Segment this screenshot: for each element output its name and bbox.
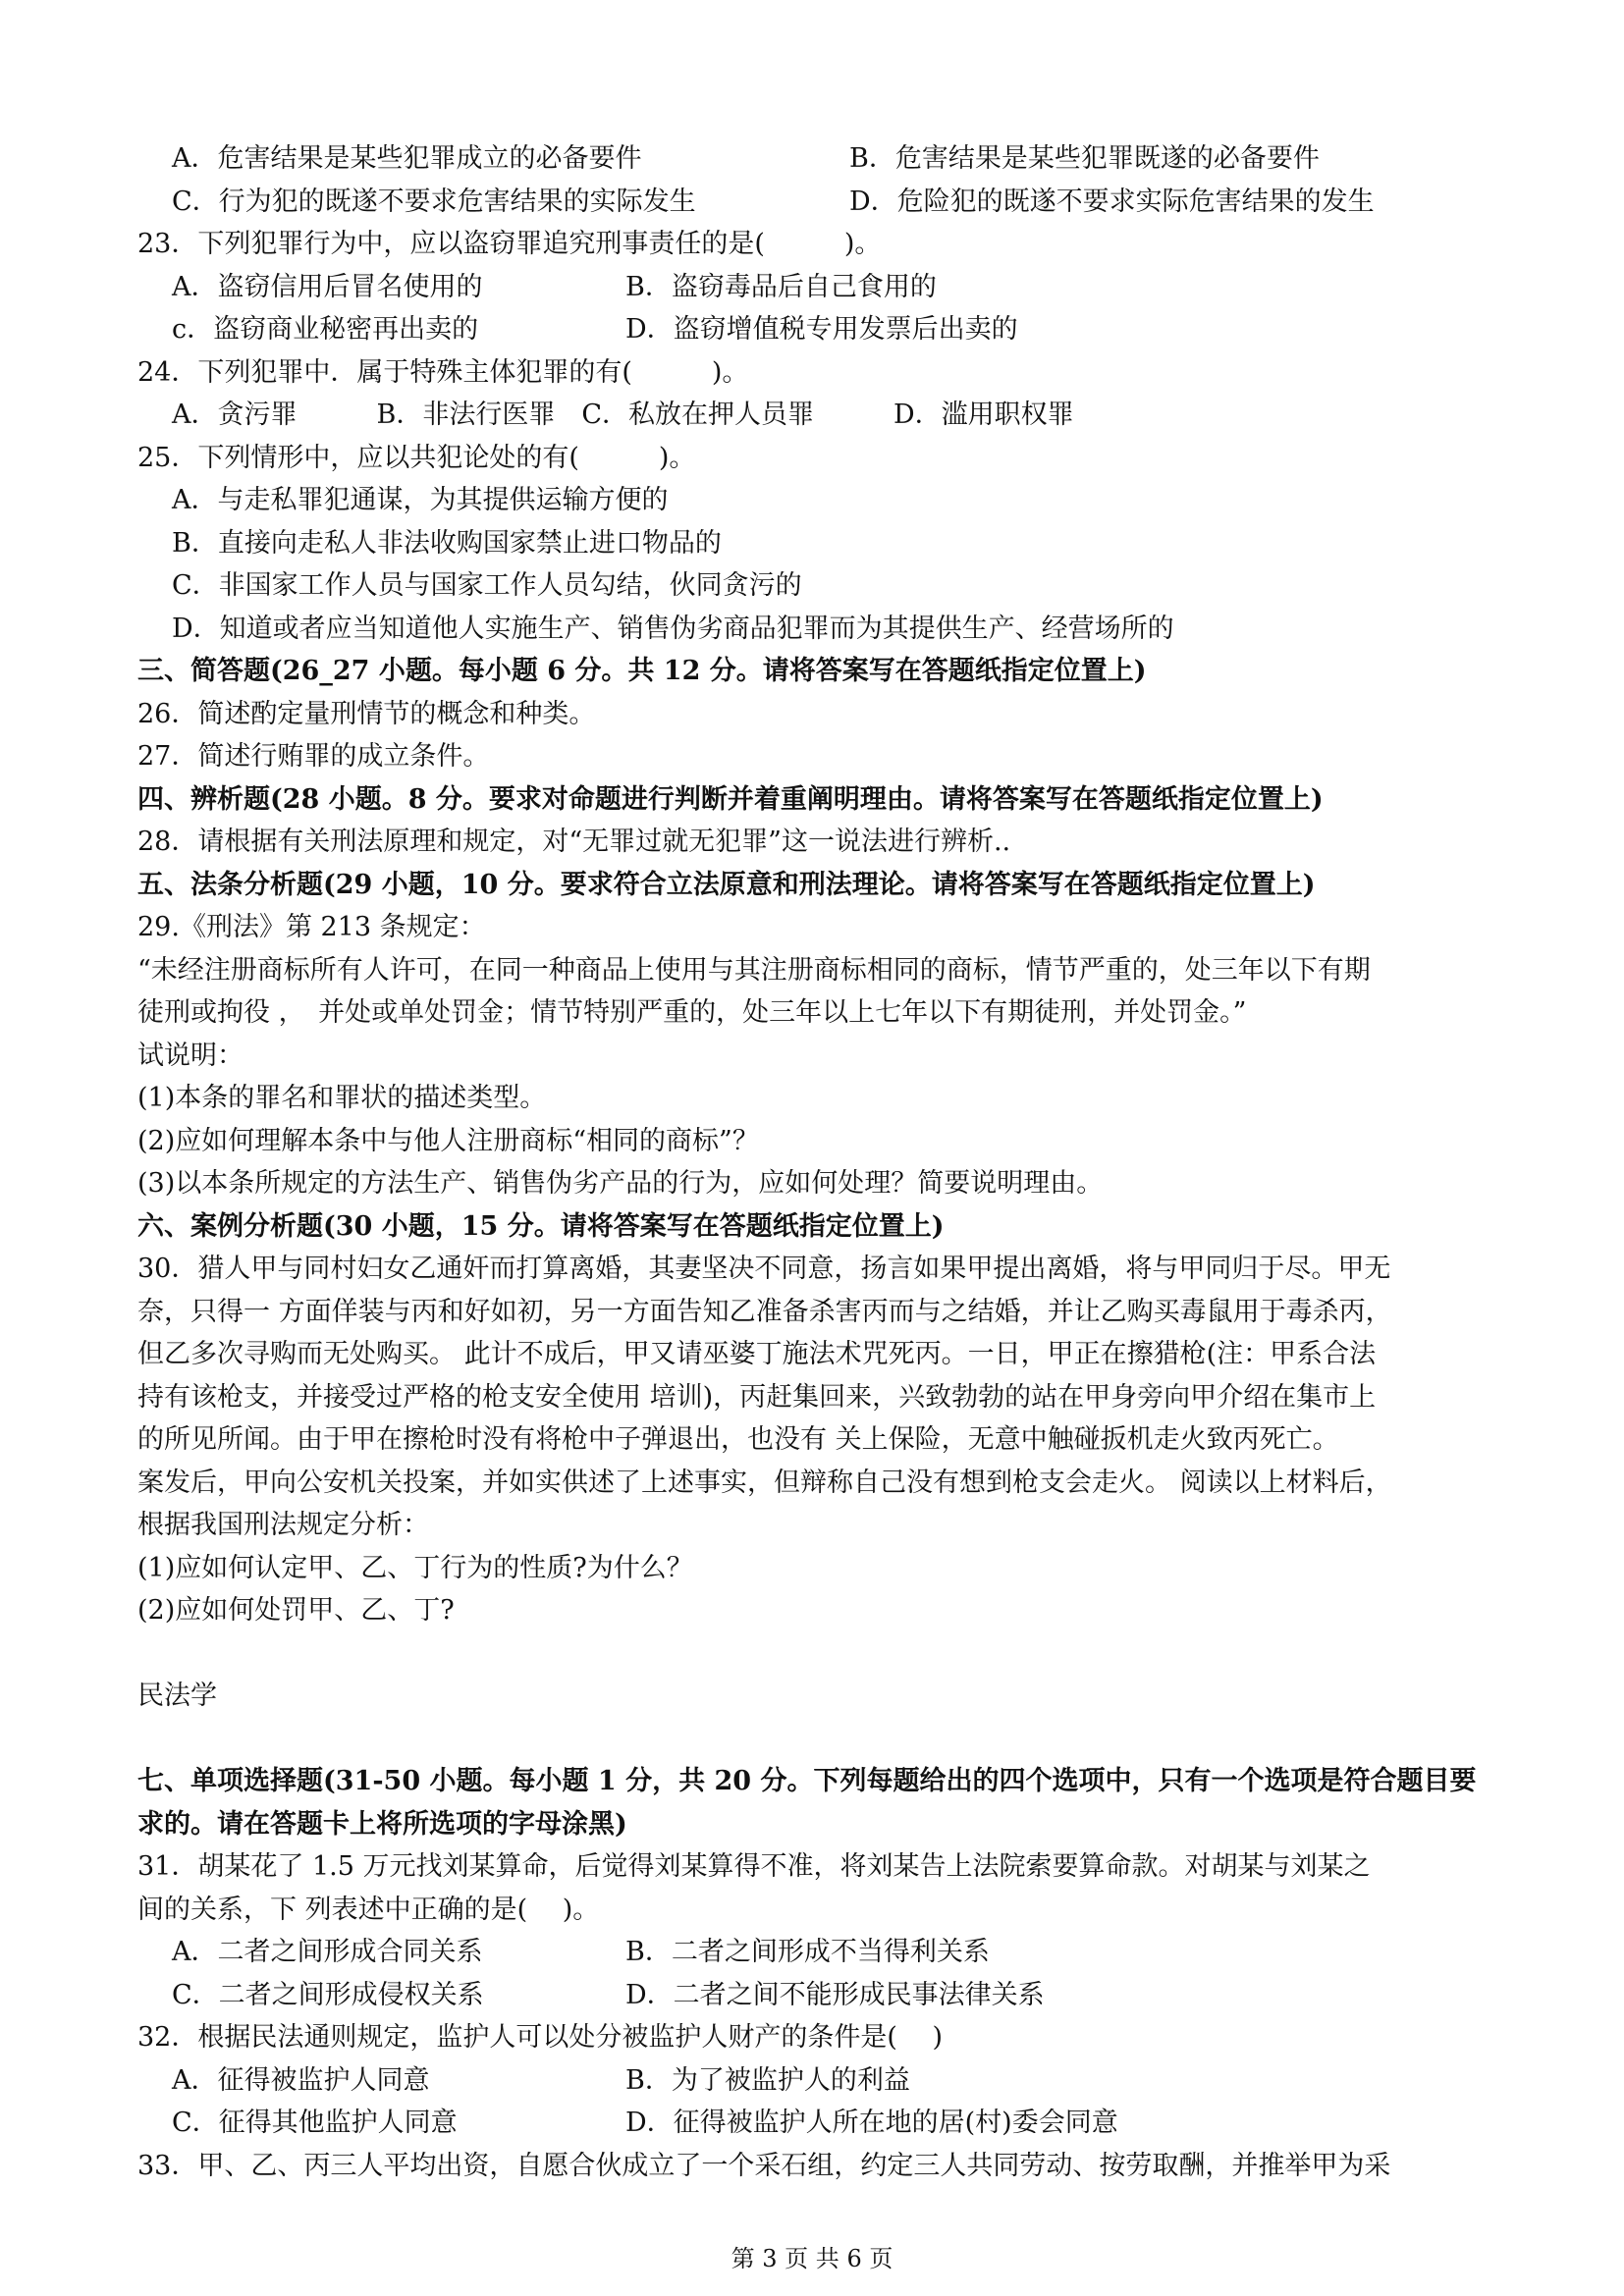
q30-line: 但乙多次寻购而无处购买。 此计不成后，甲又请巫婆丁施法术咒死丙。一日，甲正在擦猎枪(注：甲系合法 [137,1339,1377,1369]
q29-explain: 试说明： [137,1040,244,1071]
q30-line: 持有该枪支，并接受过严格的枪支安全使用 培训)，丙赶集回来，兴致勃勃的站在甲身旁向甲介绍在集市上 [137,1381,1377,1413]
q29-sub3: (3)以本条所规定的方法生产、销售伪劣产品的行为，应如何处理？简要说明理由。 [137,1168,1104,1199]
q32-option-a: A．征得被监护人同意 [172,2064,430,2096]
q29-quote-line1: “未经注册商标所有人许可，在同一种商品上使用与其注册商标相同的商标，情节严重的，处三年以下有期 [137,954,1371,986]
section6-heading: 六、案例分析题(30 小题，15 分。请将答案写在答题纸指定位置上) [137,1210,945,1242]
q32-option-c: C．征得其他监护人同意 [172,2108,458,2138]
q31-line2: 间的关系，下 列表述中正确的是( )。 [137,1894,600,1925]
q32-option-b: B．为了被监护人的利益 [625,2064,910,2096]
q25-stem: 25．下列情形中，应以共犯论处的有( )。 [137,442,696,473]
page-content [137,137,1502,2187]
q23-option-d: D．盗窃增值税专用发票后出卖的 [625,314,1018,345]
q23-option-b: B．盗窃毒品后自己食用的 [625,271,937,302]
q22-option-c: C．行为犯的既遂不要求危害结果的实际发生 [172,186,696,217]
q30-line: 奈，只得一 方面佯装与丙和好如初，另一方面告知乙准备杀害丙而与之结婚，并让乙购买毒鼠用于毒杀丙， [137,1296,1392,1327]
q31-option-a: A．二者之间形成合同关系 [172,1937,483,1967]
q30-sub1: (1)应如何认定甲、乙、丁行为的性质?为什么？ [137,1552,693,1583]
q30-line: 30．猎人甲与同村妇女乙通奸而打算离婚，其妻坚决不同意，扬言如果甲提出离婚，将与甲同归于尽。甲无 [137,1254,1391,1284]
q32-option-d: D．征得被监护人所在地的居(村)委会同意 [625,2108,1118,2138]
section3-heading: 三、简答题(26_27 小题。每小题 6 分。共 12 分。请将答案写在答题纸指定位置上) [137,656,1147,686]
q23-stem: 23．下列犯罪行为中，应以盗窃罪追究刑事责任的是( )。 [137,229,882,259]
spacer [137,1718,1502,1761]
q32-options-row1 [137,2059,1502,2103]
q30-line: 案发后，甲向公安机关投案，并如实供述了上述事实，但辩称自己没有想到枪支会走火。 阅读以上材料后， [137,1467,1392,1498]
q28: 28．请根据有关刑法原理和规定，对“无罪过就无犯罪”这一说法进行辨析.. [137,827,1011,857]
q30-line: 根据我国刑法规定分析： [137,1510,429,1540]
q31-options-row2 [137,1974,1502,2017]
q31-line1: 31．胡某花了 1.5 万元找刘某算命，后觉得刘某算得不准，将刘某告上法院索要算命款。对胡某与刘某之 [137,1851,1371,1882]
q33-line1: 33．甲、乙、丙三人平均出资，自愿合伙成立了一个采石组，约定三人共同劳动、按劳取酬，并推举甲为采 [137,2150,1391,2181]
q29-quote-line2: 徒刑或拘役 ， 并处或单处罚金；情节特别严重的，处三年以上七年以下有期徒刑，并处罚金。” [137,997,1247,1028]
section4-heading: 四、辨析题(28 小题。8 分。要求对命题进行判断并着重阐明理由。请将答案写在答题纸指定位置上) [137,783,1324,815]
q27: 27．简述行贿罪的成立条件。 [137,741,490,772]
q30-line: 的所见所闻。由于甲在擦枪时没有将枪中子弹退出，也没有 关上保险，无意中触碰扳机走火致丙死亡。 [137,1424,1339,1455]
q31-option-c: C．二者之间形成侵权关系 [172,1979,484,2010]
q31-option-d: D．二者之间不能形成民事法律关系 [625,1979,1045,2010]
q26: 26．简述酌定量刑情节的概念和种类。 [137,698,596,729]
q22-option-d: D．危险犯的既遂不要求实际危害结果的发生 [849,186,1375,217]
page-footer: 第 3 页 共 6 页 [731,2245,893,2272]
q31-options-row1 [137,1931,1502,1974]
q25-option-b: B．直接向走私人非法收购国家禁止进口物品的 [172,527,722,559]
q25-option-a: A．与走私罪犯通谋，为其提供运输方便的 [172,485,669,515]
q23-option-c: c．盗窃商业秘密再出卖的 [172,314,479,345]
q24-stem: 24．下列犯罪中．属于特殊主体犯罪的有( )。 [137,356,749,388]
section5-heading: 五、法条分析题(29 小题，10 分。要求符合立法原意和刑法理论。请将答案写在答题纸指定位置上) [137,869,1316,900]
q29-intro: 29.《刑法》第 213 条规定： [137,912,486,942]
q32-stem: 32．根据民法通则规定，监护人可以处分被监护人财产的条件是( ) [137,2022,944,2053]
q29-sub2: (2)应如何理解本条中与他人注册商标“相同的商标”？ [137,1125,759,1156]
q22-options-row1 [137,137,1502,181]
q22-option-a: A．危害结果是某些犯罪成立的必备要件 [172,143,642,174]
q25-option-c: C．非国家工作人员与国家工作人员勾结，伙同贪污的 [172,570,802,601]
q22-option-b: B．危害结果是某些犯罪既遂的必备要件 [849,143,1320,174]
q22-options-row2 [137,181,1502,224]
q32-options-row2 [137,2102,1502,2145]
q23-option-a: A．盗窃信用后冒名使用的 [172,271,483,302]
q24-options: A．贪污罪 B．非法行医罪 C．私放在押人员罪 D．滥用职权罪 [172,400,1074,430]
civil-law-title: 民法学 [137,1681,217,1711]
q25-option-d: D．知道或者应当知道他人实施生产、销售伪劣商品犯罪而为其提供生产、经营场所的 [172,613,1174,644]
q30-sub2: (2)应如何处罚甲、乙、丁? [137,1595,455,1626]
q29-sub1: (1)本条的罪名和罪状的描述类型。 [137,1083,547,1113]
q23-options-row1 [137,266,1502,309]
q23-options-row2 [137,308,1502,351]
spacer [137,1632,1502,1676]
q31-option-b: B．二者之间形成不当得利关系 [625,1937,990,1967]
section7-heading: 七、单项选择题(31-50 小题。每小题 1 分，共 20 分。下列每题给出的四个选项中，只有一个选项是符合题目要求的。请在答题卡上将所选项的字母涂黑) [137,1766,1477,1840]
